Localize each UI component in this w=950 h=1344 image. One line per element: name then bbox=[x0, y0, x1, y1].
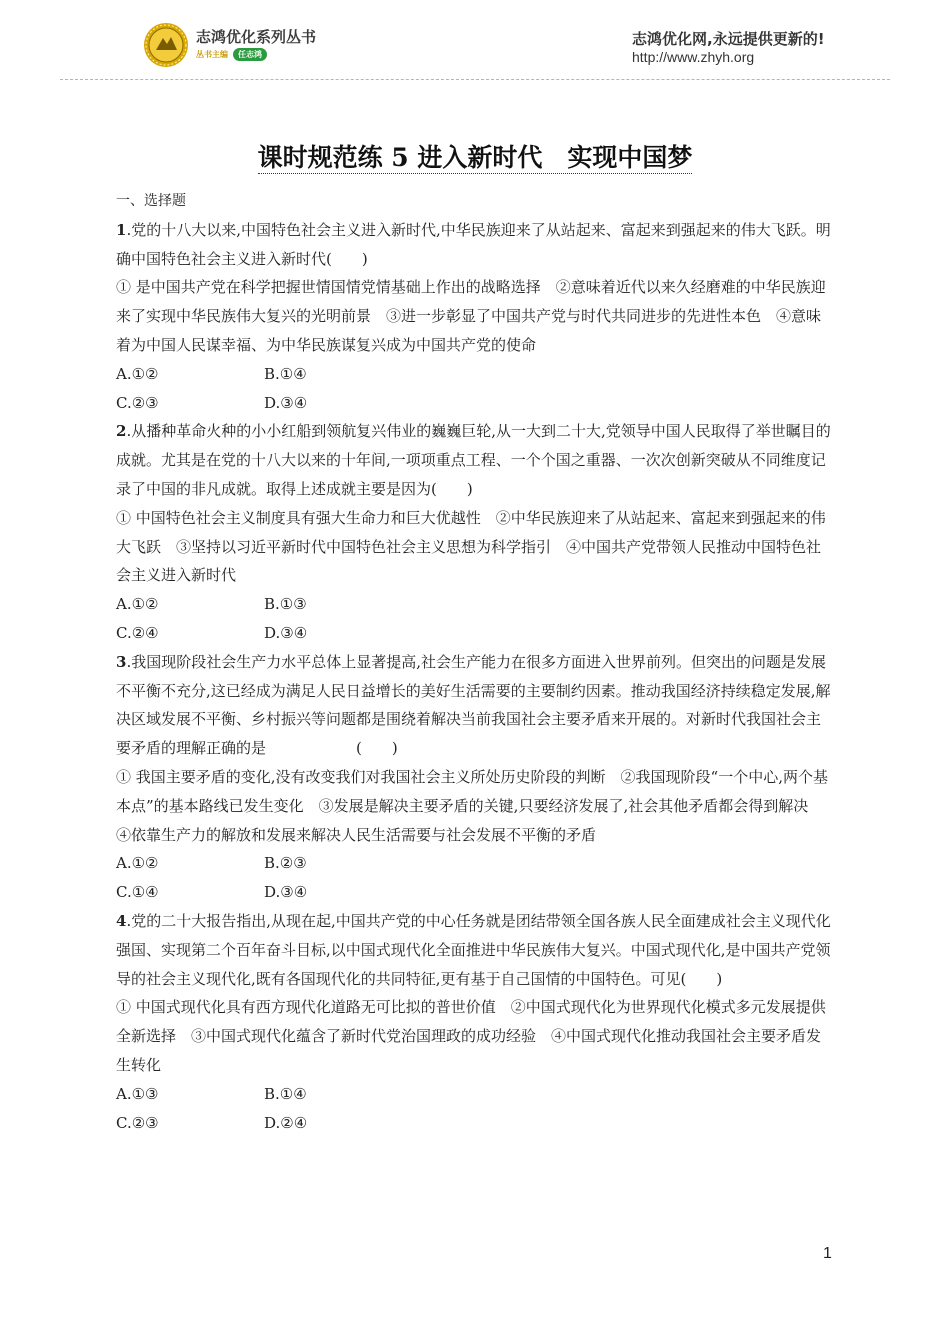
option-a[interactable]: A.①② bbox=[116, 595, 159, 614]
header-divider bbox=[60, 79, 890, 80]
option-b[interactable]: B.②③ bbox=[264, 854, 307, 873]
section-heading: 一、选择题 bbox=[116, 193, 186, 209]
option-b[interactable]: B.①④ bbox=[264, 1084, 307, 1103]
question-2 bbox=[116, 417, 834, 647]
question-stem: 4.党的二十大报告指出,从现在起,中国共产党的中心任务就是团结带领全国各族人民全面建成社会主义现代化强国、实现第二个百年奋斗目标,以中国式现代化全面推进中华民族伟大复兴。中国式现代化,是中国共产党领导的社会主义现代化,既有各国现代化的共同特征,更有基于自己国情的中国特色。可见( ) bbox=[116, 911, 831, 988]
question-4 bbox=[116, 907, 834, 1137]
brand-name: 志鸿优化系列丛书 bbox=[196, 28, 317, 46]
option-b[interactable]: B.①③ bbox=[264, 595, 307, 614]
option-c[interactable]: C.②④ bbox=[116, 623, 159, 642]
site-url[interactable]: http://www.zhyh.org bbox=[632, 49, 755, 65]
question-1 bbox=[116, 216, 834, 418]
option-d[interactable]: D.②④ bbox=[264, 1113, 308, 1132]
option-c[interactable]: C.②③ bbox=[116, 393, 159, 412]
site-slogan: 志鸿优化网,永远提供更新的! bbox=[632, 30, 825, 48]
page-header bbox=[0, 0, 950, 80]
editor-label: 丛书主编 bbox=[196, 50, 228, 59]
question-statements: ① 中国式现代化具有西方现代化道路无可比拟的普世价值 ②中国式现代化为世界现代化模式多元发展提供全新选择 ③中国式现代化蕴含了新时代党治国理政的成功经验 ④中国式现代化推动我国社会主要矛盾发生转化 bbox=[116, 998, 826, 1074]
question-statements: ① 中国特色社会主义制度具有强大生命力和巨大优越性 ②中华民族迎来了从站起来、富起来到强起来的伟大飞跃 ③坚持以习近平新时代中国特色社会主义思想为科学指引 ④中国共产党带领人民推动中国特色社会主义进入新时代 bbox=[116, 508, 826, 585]
brand-editor bbox=[196, 48, 267, 62]
option-d[interactable]: D.③④ bbox=[264, 623, 308, 642]
page-number: 1 bbox=[823, 1245, 832, 1262]
question-stem: 1.党的十八大以来,中国特色社会主义进入新时代,中华民族迎来了从站起来、富起来到强起来的伟大飞跃。明确中国特色社会主义进入新时代( ) bbox=[116, 220, 831, 268]
page-title: 课时规范练 5 进入新时代 实现中国梦 bbox=[257, 143, 693, 172]
option-a[interactable]: A.①② bbox=[116, 364, 159, 383]
option-a[interactable]: A.①② bbox=[116, 854, 159, 873]
option-d[interactable]: D.③④ bbox=[264, 883, 308, 902]
option-c[interactable]: C.②③ bbox=[116, 1113, 159, 1132]
question-3 bbox=[116, 648, 834, 907]
option-d[interactable]: D.③④ bbox=[264, 393, 308, 412]
editor-name: 任志鸿 bbox=[233, 48, 267, 61]
option-c[interactable]: C.①④ bbox=[116, 883, 159, 902]
option-a[interactable]: A.①③ bbox=[116, 1084, 159, 1103]
question-stem: 3.我国现阶段社会生产力水平总体上显著提高,社会生产能力在很多方面进入世界前列。但突出的问题是发展不平衡不充分,这已经成为满足人民日益增长的美好生活需要的主要制约因素。推动我国经济持续稳定发展,解决区域发展不平衡、乡村振兴等问题都是围绕着解决当前我国社会主要矛盾来开展的。对新时代我国社会主要矛盾的理解正确的是 ( ) bbox=[116, 652, 831, 758]
question-statements: ① 是中国共产党在科学把握世情国情党情基础上作出的战略选择 ②意味着近代以来久经磨难的中华民族迎来了实现中华民族伟大复兴的光明前景 ③进一步彰显了中国共产党与时代共同进步的先进性本色 ④意味着为中国人民谋幸福、为中华民族谋复兴成为中国共产党的使命 bbox=[116, 278, 826, 354]
series-logo-icon bbox=[143, 22, 189, 68]
exercise-content bbox=[116, 187, 834, 1137]
question-statements: ① 我国主要矛盾的变化,没有改变我们对我国社会主义所处历史阶段的判断 ②我国现阶段“一个中心,两个基本点”的基本路线已发生变化 ③发展是解决主要矛盾的关键,只要经济发展了,社会其他矛盾都会得到解决 ④依靠生产力的解放和发展来解决人民生活需要与社会发展不平衡的矛盾 bbox=[116, 767, 828, 844]
option-b[interactable]: B.①④ bbox=[264, 364, 307, 383]
question-stem: 2.从播种革命火种的小小红船到领航复兴伟业的巍巍巨轮,从一大到二十大,党领导中国人民取得了举世瞩目的成就。尤其是在党的十八大以来的十年间,一项项重点工程、一个个国之重器、一次次创新突破从不同维度记录了中国的非凡成就。取得上述成就主要是因为( ) bbox=[116, 422, 831, 498]
